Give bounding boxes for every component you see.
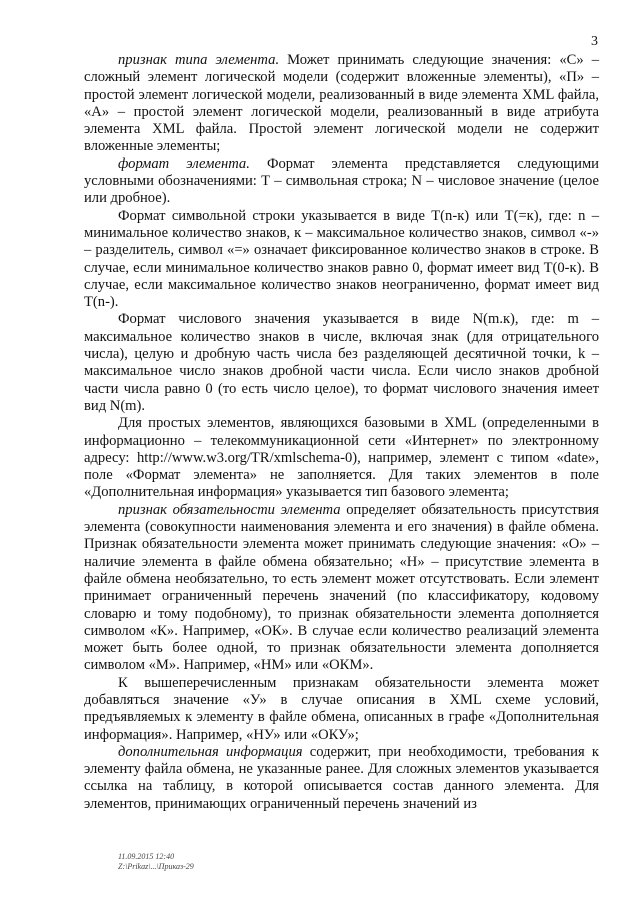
- paragraph-text: определяет обязательность присутствия элемента (совокупности наименования элемента и его значения) в файле обмена. Признак обязательности элемента может принимать следующие значения: «О» – наличие элемента в файле обмена обязательно; «Н» – присутствие элемента в файле обмена необязательно, то есть элемент может отсутствовать. Если элемент принимает ограниченный перечень значений (по классификатору, кодовому словарю и тому подобному), то признак обязательности элемента дополняется символом «К». Например, «ОК». В случае если количество реализаций элемента может быть более одной, то признак обязательности элемента дополняется символом «М». Например, «НМ» или «ОКМ».: [84, 501, 599, 674]
- paragraph-text: Может принимать следующие значения: «С» – сложный элемент логической модели (содержит вложенные элементы), «П» – простой элемент логической модели, реализованный в виде элемента XML файла, «А» – простой элемент логической модели, реализованный в виде атрибута элемента XML файла. Простой элемент логической модели не содержит вложенные элементы;: [84, 52, 599, 155]
- paragraph-text: содержит, при необходимости, требования к элементу файла обмена, не указанные ранее. Для сложных элементов указывается ссылка на таблицу, в которой описывается состав данного элемента. Для элементов, принимающих ограниченный перечень значений из: [84, 743, 599, 812]
- paragraph-text: К вышеперечисленным признакам обязательности элемента может добавляться значение «У» в случае описания в XML схеме условий, предъявляемых к элементу в файле обмена, описанных в графе «Дополнительная информация». Например, «НУ» или «ОКУ»;: [84, 674, 599, 743]
- footer-stamp: [118, 852, 194, 872]
- paragraph-conditional-flag: [84, 675, 599, 744]
- paragraph-element-format: [84, 156, 599, 208]
- page-number: 3: [591, 34, 598, 49]
- term-element-format: формат элемента.: [118, 155, 250, 172]
- paragraph-text: Формат элемента представляется следующими условными обозначениями: Т – символьная строка; N – числовое значение (целое или дробное).: [84, 155, 599, 207]
- paragraph-required-flag: [84, 502, 599, 675]
- footer-path: Z:\Prikaz\...\Приказ-29: [118, 862, 194, 871]
- paragraph-additional-info: [84, 744, 599, 813]
- document-body: [84, 52, 599, 813]
- paragraph-text: Формат символьной строки указывается в виде Т(n-к) или Т(=к), где: n – минимальное количество знаков, к – максимальное количество знаков, символ «-» – разделитель, символ «=» означает фиксированное количество знаков в строке. В случае, если минимальное количество знаков равно 0, формат имеет вид Т(0-к). В случае, если максимальное количество знаков неограниченно, формат имеет вид Т(n-).: [84, 207, 599, 311]
- paragraph-text: Для простых элементов, являющихся базовыми в XML (определенными в информационно – телекоммуникационной сети «Интернет» по электронному адресу: http://www.w3.org/TR/xmlschema-0), например, элемент с типом «date», поле «Формат элемента» не заполняется. Для таких элементов в поле «Дополнительная информация» указывается тип базового элемента;: [84, 415, 599, 501]
- paragraph-string-format: [84, 208, 599, 312]
- footer-timestamp: 11.09.2015 12:40: [118, 852, 175, 861]
- paragraph-number-format: [84, 311, 599, 415]
- term-additional-info: дополнительная информация: [118, 743, 303, 760]
- paragraph-text: Формат числового значения указывается в виде N(m.к), где: m – максимальное количество знаков в числе, включая знак (для отрицательного числа), целую и дробную часть числа без разделяющей десятичной точки, k – максимальное число знаков дробной части числа. Если число знаков дробной части числа равно 0 (то есть число целое), то формат числового значения имеет вид N(m).: [84, 311, 599, 414]
- term-element-type: признак типа элемента.: [118, 52, 280, 68]
- term-required-flag: признак обязательности элемента: [118, 501, 341, 518]
- paragraph-element-type: [84, 52, 599, 156]
- paragraph-base-types: [84, 415, 599, 501]
